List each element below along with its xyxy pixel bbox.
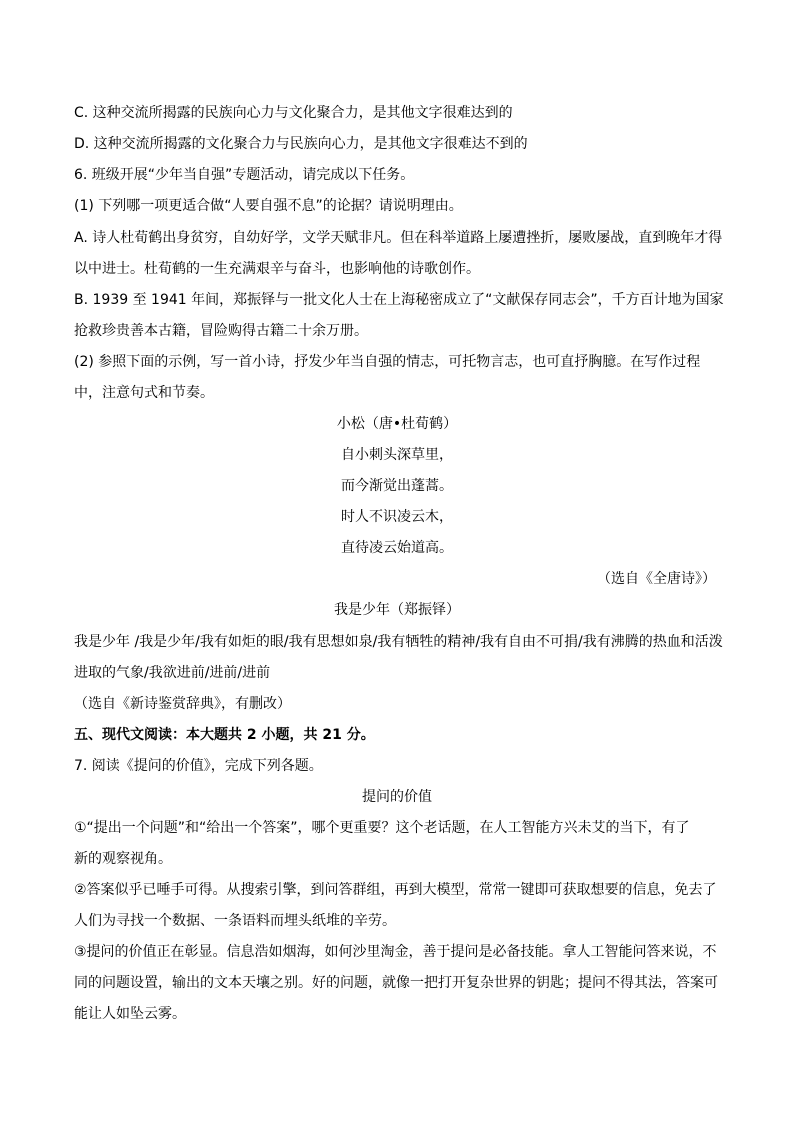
- paragraph-2-line-1: ②答案似乎已唾手可得。从搜索引擎，到问答群组，再到大模型，常常一键即可获取想要的信息，免去了: [74, 882, 717, 898]
- question-6-part-1: (1) 下列哪一项更适合做“人要自强不息”的论据？请说明理由。: [74, 198, 463, 214]
- poem-1-line: 自小刺头深草里，: [341, 447, 453, 463]
- poem-2-title: 我是少年（郑振铎）: [334, 602, 460, 618]
- option-d: D. 这种交流所揭露的文化聚合力与民族向心力，是其他文字很难达不到的: [74, 136, 528, 152]
- paragraph-3-line-1: ③提问的价值正在彰显。信息浩如烟海，如何沙里淘金，善于提问是必备技能。拿人工智能问答来说，不: [74, 944, 717, 960]
- poem-2-line-2: 进取的气象/我欲进前/进前/进前: [74, 665, 271, 681]
- poem-1-line: 时人不识凌云木，: [341, 509, 453, 525]
- paragraph-1-line-1: ①“提出一个问题”和“给出一个答案”，哪个更重要？这个老话题，在人工智能方兴未艾的当下，有了: [74, 820, 690, 836]
- poem-1-line: 直待凌云始道高。: [341, 540, 453, 556]
- option-c: C. 这种交流所揭露的民族向心力与文化聚合力，是其他文字很难达到的: [74, 105, 513, 121]
- poem-1-title: 小松（唐•杜荀鹤）: [336, 416, 458, 432]
- choice-b-line-1: B. 1939 至 1941 年间，郑振铎与一批文化人士在上海秘密成立了“文献保存同志会”，千方百计地为国家: [74, 292, 724, 308]
- section-5-heading: 五、现代文阅读：本大题共 2 小题，共 21 分。: [74, 727, 375, 743]
- question-7-stem: 7. 阅读《提问的价值》，完成下列各题。: [74, 758, 323, 774]
- paragraph-3-line-3: 能让人如坠云雾。: [74, 1006, 186, 1022]
- paragraph-3-line-2: 同的问题设置，输出的文本天壤之别。好的问题，就像一把打开复杂世界的钥匙；提问不得其法，答案可: [74, 975, 718, 991]
- poem-1-line: 而今渐觉出蓬蒿。: [341, 478, 453, 494]
- poem-2-line-1: 我是少年 /我是少年/我有如炬的眼/我有思想如泉/我有牺牲的精神/我有自由不可捐/我有沸腾的热血和活泼: [74, 634, 723, 650]
- article-title: 提问的价值: [362, 789, 432, 805]
- choice-b-line-2: 抢救珍贵善本古籍，冒险购得古籍二十余万册。: [74, 323, 368, 339]
- question-6-part-2-line-2: 中，注意句式和节奏。: [74, 385, 214, 401]
- paragraph-2-line-2: 人们为寻找一个数据、一条语料而埋头纸堆的辛劳。: [74, 913, 396, 929]
- poem-2-source: （选自《新诗鉴赏辞典》，有删改）: [74, 696, 291, 712]
- paragraph-1-line-2: 新的观察视角。: [74, 851, 172, 867]
- question-6-stem: 6. 班级开展“少年当自强”专题活动，请完成以下任务。: [74, 167, 415, 183]
- choice-a-line-2: 以中进士。杜荀鹤的一生充满艰辛与奋斗，也影响他的诗歌创作。: [74, 261, 480, 277]
- poem-1-source: （选自《全唐诗》）: [597, 571, 716, 587]
- choice-a-line-1: A. 诗人杜荀鹤出身贫穷，自幼好学，文学天赋非凡。但在科举道路上屡遭挫折，屡败屡战，直到晚年才得: [74, 230, 723, 246]
- question-6-part-2-line-1: (2) 参照下面的示例，写一首小诗，抒发少年当自强的情志，可托物言志，也可直抒胸臆。在写作过程: [74, 354, 701, 370]
